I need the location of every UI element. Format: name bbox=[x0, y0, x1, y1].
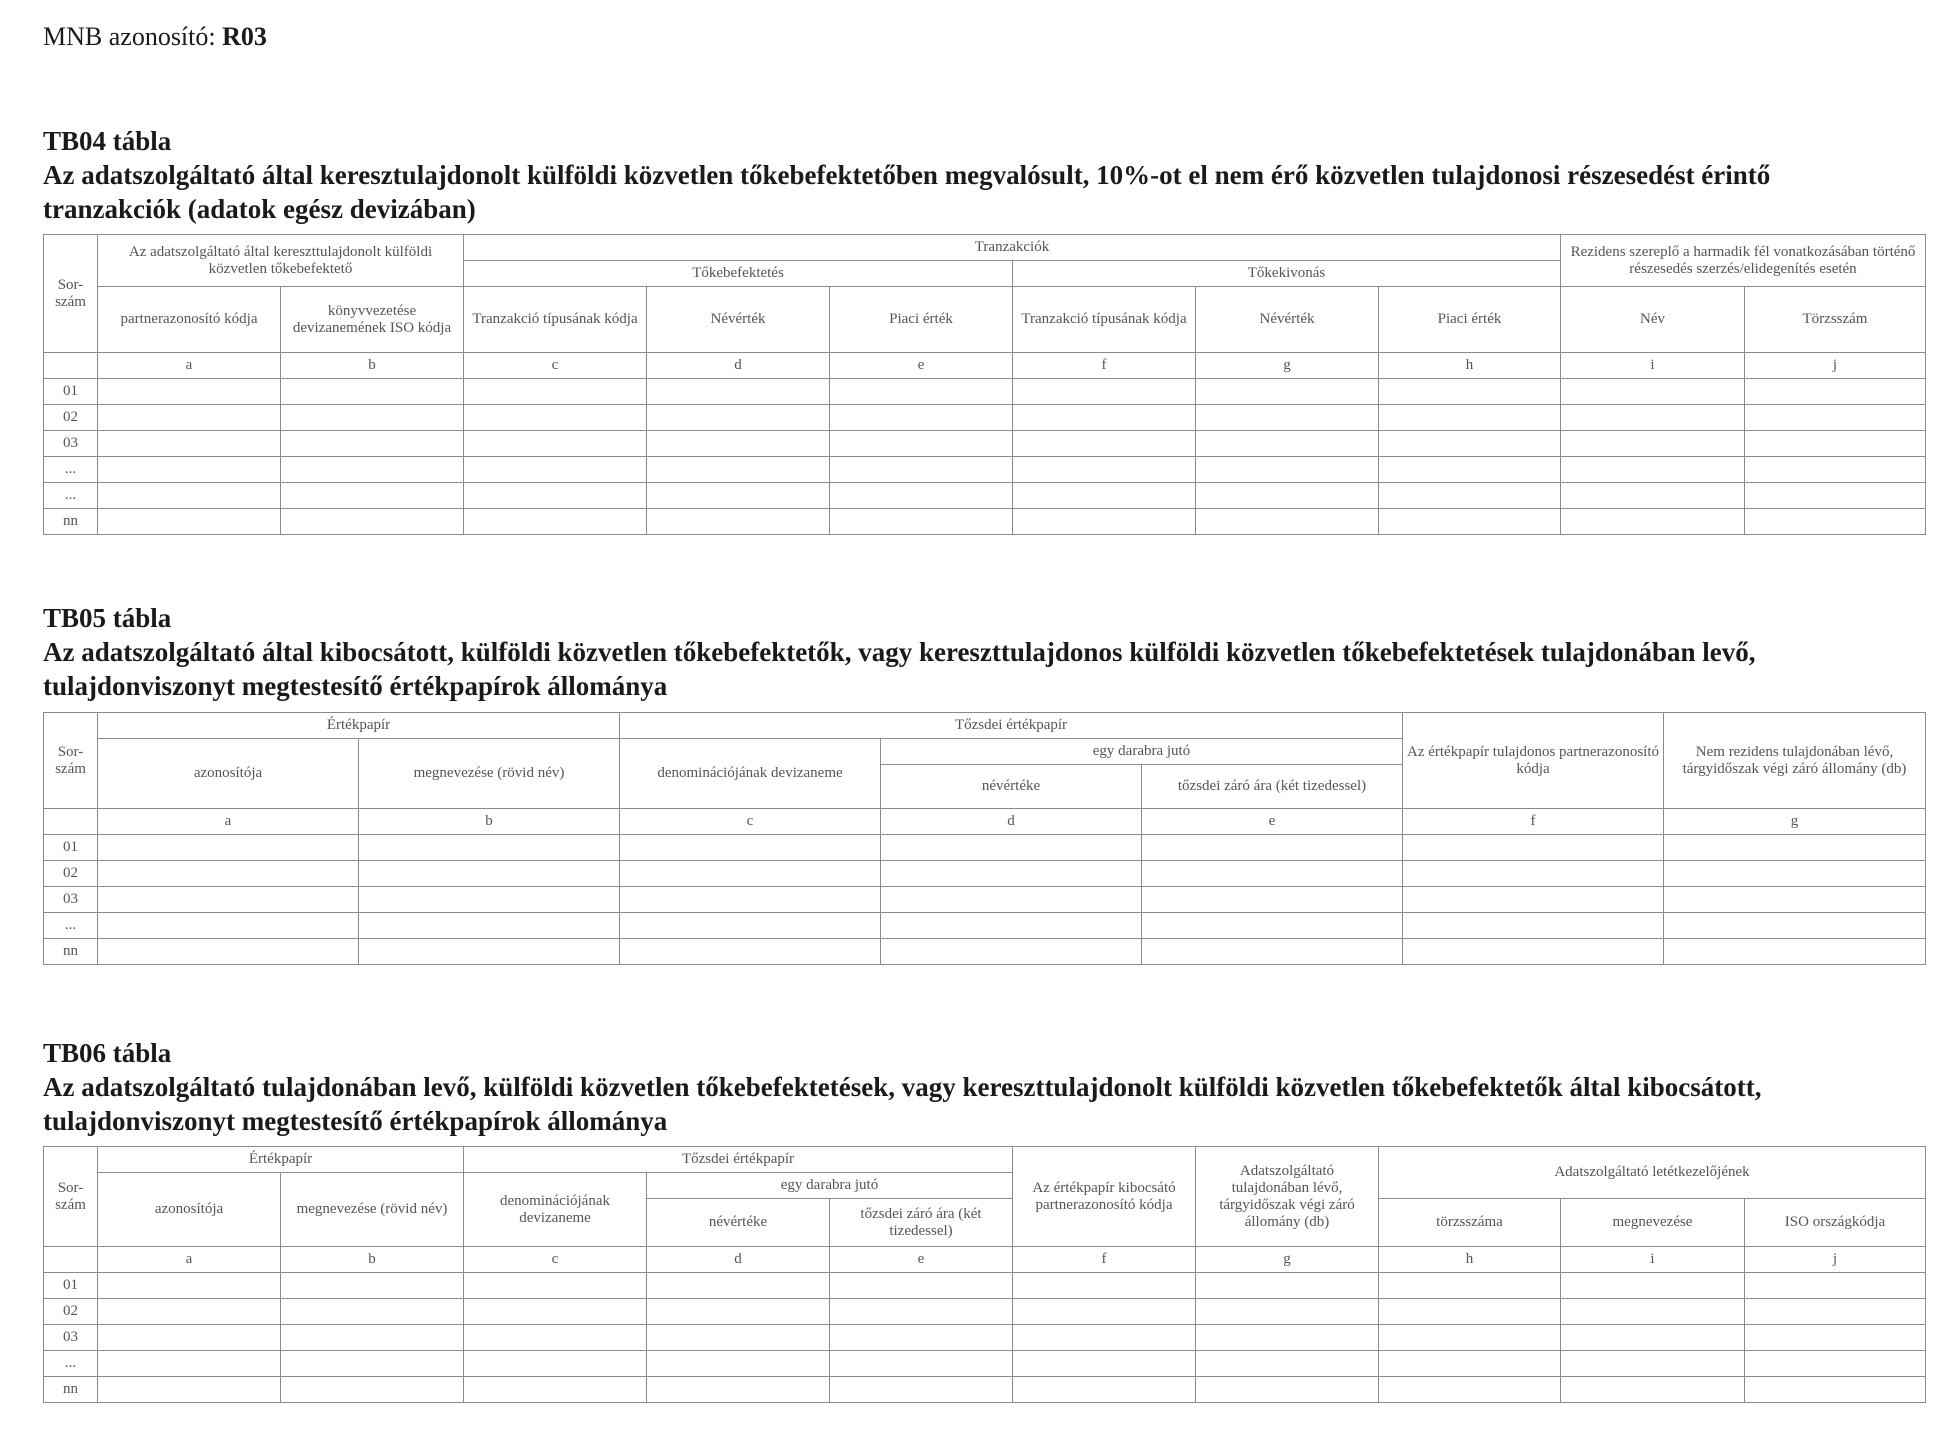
tb06-input-cell[interactable] bbox=[1013, 1273, 1196, 1299]
tb06-sorszam-header: Sor-szám bbox=[44, 1147, 98, 1247]
tb04-input-cell[interactable] bbox=[98, 431, 281, 457]
tb04-input-cell[interactable] bbox=[830, 379, 1013, 405]
tb06-table bbox=[43, 1146, 1926, 1403]
tb04-data-row bbox=[44, 509, 1926, 535]
tb04-input-cell[interactable] bbox=[1561, 483, 1745, 509]
tb05-input-cell[interactable] bbox=[1142, 913, 1403, 939]
tb04-letter-cell: j bbox=[1745, 353, 1926, 379]
tb05-row-number: 01 bbox=[44, 835, 98, 861]
tb06-letetkezelo-header: Adatszolgáltató letétkezelőjének bbox=[1379, 1147, 1926, 1199]
tb04-input-cell[interactable] bbox=[98, 405, 281, 431]
tb04-input-cell[interactable] bbox=[98, 483, 281, 509]
tb05-egy-darabra-header: egy darabra jutó bbox=[881, 739, 1403, 765]
tb05-letter-cell: e bbox=[1142, 809, 1403, 835]
tb04-input-cell[interactable] bbox=[281, 457, 464, 483]
tb04-input-cell[interactable] bbox=[1196, 457, 1379, 483]
tb05-header-row-1 bbox=[44, 713, 1926, 739]
tb04-input-cell[interactable] bbox=[1745, 483, 1926, 509]
tb06-letter-blank bbox=[44, 1247, 98, 1273]
tb06-input-cell[interactable] bbox=[281, 1299, 464, 1325]
tb06-input-cell[interactable] bbox=[1745, 1325, 1926, 1351]
tb04-letter-cell: e bbox=[830, 353, 1013, 379]
tb06-input-cell[interactable] bbox=[1379, 1299, 1561, 1325]
tb04-input-cell[interactable] bbox=[1561, 379, 1745, 405]
tb04-col-g-header: Névérték bbox=[1196, 287, 1379, 353]
tb04-col-c-header: Tranzakció típusának kódja bbox=[464, 287, 647, 353]
tb06-input-cell[interactable] bbox=[647, 1377, 830, 1403]
tb05-data-row bbox=[44, 913, 1926, 939]
tb05-input-cell[interactable] bbox=[98, 861, 359, 887]
tb05-letter-row bbox=[44, 809, 1926, 835]
tb04-input-cell[interactable] bbox=[1561, 431, 1745, 457]
tb06-letter-cell: h bbox=[1379, 1247, 1561, 1273]
mnb-identifier-code: R03 bbox=[222, 22, 267, 51]
tb04-letter-row bbox=[44, 353, 1926, 379]
tb06-letter-cell: g bbox=[1196, 1247, 1379, 1273]
tb06-letter-cell: a bbox=[98, 1247, 281, 1273]
tb06-col-e-header: tőzsdei záró ára (két tizedessel) bbox=[830, 1199, 1013, 1247]
tb04-col-f-header: Tranzakció típusának kódja bbox=[1013, 287, 1196, 353]
tb06-col-a-header: azonosítója bbox=[98, 1173, 281, 1247]
tb06-table-name: TB06 tábla bbox=[43, 1038, 172, 1068]
tb06-input-cell[interactable] bbox=[830, 1325, 1013, 1351]
tb04-input-cell[interactable] bbox=[1745, 431, 1926, 457]
tb05-row-number: 03 bbox=[44, 887, 98, 913]
tb06-input-cell[interactable] bbox=[1196, 1351, 1379, 1377]
tb04-input-cell[interactable] bbox=[1745, 457, 1926, 483]
tb05-input-cell[interactable] bbox=[1142, 939, 1403, 965]
tb04-letter-cell: c bbox=[464, 353, 647, 379]
tb04-col-d-header: Névérték bbox=[647, 287, 830, 353]
tb06-input-cell[interactable] bbox=[281, 1325, 464, 1351]
tb04-input-cell[interactable] bbox=[830, 457, 1013, 483]
tb04-input-cell[interactable] bbox=[830, 509, 1013, 535]
tb05-input-cell[interactable] bbox=[359, 887, 620, 913]
tb04-row-number: nn bbox=[44, 509, 98, 535]
tb04-input-cell[interactable] bbox=[1013, 431, 1196, 457]
tb06-letter-cell: f bbox=[1013, 1247, 1196, 1273]
tb04-input-cell[interactable] bbox=[647, 405, 830, 431]
tb06-input-cell[interactable] bbox=[830, 1377, 1013, 1403]
tb06-letter-cell: c bbox=[464, 1247, 647, 1273]
tb05-input-cell[interactable] bbox=[1664, 913, 1926, 939]
tb06-input-cell[interactable] bbox=[1013, 1299, 1196, 1325]
tb06-input-cell[interactable] bbox=[1745, 1273, 1926, 1299]
tb06-title-line2: tulajdonviszonyt megtestesítő értékpapírok állománya bbox=[43, 1106, 668, 1136]
tb04-header-row-1 bbox=[44, 235, 1926, 261]
tb05-title-line1: Az adatszolgáltató által kibocsátott, külföldi közvetlen tőkebefektetők, vagy kereszttulajdonos külföldi közvetlen tőkebefektetések tulajdonában levő, bbox=[43, 637, 1756, 667]
tb04-input-cell[interactable] bbox=[1196, 405, 1379, 431]
tb05-row-number: nn bbox=[44, 939, 98, 965]
tb04-input-cell[interactable] bbox=[464, 483, 647, 509]
tb06-input-cell[interactable] bbox=[647, 1325, 830, 1351]
tb05-col-e-header: tőzsdei záró ára (két tizedessel) bbox=[1142, 765, 1403, 809]
tb04-input-cell[interactable] bbox=[464, 431, 647, 457]
tb04-input-cell[interactable] bbox=[1379, 379, 1561, 405]
tb06-input-cell[interactable] bbox=[1196, 1325, 1379, 1351]
tb06-title-line1: Az adatszolgáltató tulajdonában levő, külföldi közvetlen tőkebefektetések, vagy kereszttulajdonolt külföldi közvetlen tőkebefektetők által kibocsátott, bbox=[43, 1072, 1762, 1102]
tb06-input-cell[interactable] bbox=[1745, 1377, 1926, 1403]
tb06-data-row bbox=[44, 1351, 1926, 1377]
tb06-row-number: 01 bbox=[44, 1273, 98, 1299]
tb05-input-cell[interactable] bbox=[620, 835, 881, 861]
tb05-ertekpapir-header: Értékpapír bbox=[98, 713, 620, 739]
tb05-input-cell[interactable] bbox=[1403, 861, 1664, 887]
tb06-input-cell[interactable] bbox=[464, 1299, 647, 1325]
tb04-row-number: 03 bbox=[44, 431, 98, 457]
tb06-input-cell[interactable] bbox=[1013, 1377, 1196, 1403]
tb06-input-cell[interactable] bbox=[464, 1351, 647, 1377]
tb06-input-cell[interactable] bbox=[1196, 1377, 1379, 1403]
tb04-input-cell[interactable] bbox=[1196, 483, 1379, 509]
tb04-input-cell[interactable] bbox=[830, 405, 1013, 431]
tb05-input-cell[interactable] bbox=[1664, 939, 1926, 965]
tb06-input-cell[interactable] bbox=[830, 1299, 1013, 1325]
tb04-table bbox=[43, 234, 1926, 535]
tb04-input-cell[interactable] bbox=[281, 431, 464, 457]
tb05-letter-blank bbox=[44, 809, 98, 835]
tb06-letter-cell: b bbox=[281, 1247, 464, 1273]
tb04-data-row bbox=[44, 379, 1926, 405]
tb05-heading bbox=[43, 601, 1925, 703]
tb05-data-row bbox=[44, 861, 1926, 887]
tb04-heading bbox=[43, 124, 1925, 226]
tb05-letter-cell: a bbox=[98, 809, 359, 835]
tb04-input-cell[interactable] bbox=[464, 405, 647, 431]
tb04-input-cell[interactable] bbox=[1196, 509, 1379, 535]
tb04-input-cell[interactable] bbox=[1013, 457, 1196, 483]
tb05-sorszam-header: Sor-szám bbox=[44, 713, 98, 809]
tb04-input-cell[interactable] bbox=[1745, 509, 1926, 535]
tb05-letter-cell: c bbox=[620, 809, 881, 835]
tb06-row-number: 02 bbox=[44, 1299, 98, 1325]
tb05-input-cell[interactable] bbox=[881, 887, 1142, 913]
tb06-input-cell[interactable] bbox=[1379, 1325, 1561, 1351]
tb06-letter-cell: j bbox=[1745, 1247, 1926, 1273]
tb05-input-cell[interactable] bbox=[98, 835, 359, 861]
tb06-input-cell[interactable] bbox=[281, 1351, 464, 1377]
tb04-title-line2: tranzakciók (adatok egész devizában) bbox=[43, 194, 476, 224]
tb04-header-row-3 bbox=[44, 287, 1926, 353]
tb06-input-cell[interactable] bbox=[98, 1299, 281, 1325]
tb04-input-cell[interactable] bbox=[1561, 509, 1745, 535]
tb04-input-cell[interactable] bbox=[830, 431, 1013, 457]
tb04-input-cell[interactable] bbox=[1379, 457, 1561, 483]
tb05-input-cell[interactable] bbox=[881, 913, 1142, 939]
tb05-tozsdei-header: Tőzsdei értékpapír bbox=[620, 713, 1403, 739]
tb05-input-cell[interactable] bbox=[359, 861, 620, 887]
tb04-input-cell[interactable] bbox=[1745, 405, 1926, 431]
tb06-input-cell[interactable] bbox=[98, 1351, 281, 1377]
tb05-input-cell[interactable] bbox=[620, 913, 881, 939]
tb06-input-cell[interactable] bbox=[1196, 1299, 1379, 1325]
tb04-row-number: ... bbox=[44, 483, 98, 509]
tb06-input-cell[interactable] bbox=[98, 1325, 281, 1351]
tb04-input-cell[interactable] bbox=[1379, 509, 1561, 535]
tb04-letter-cell: f bbox=[1013, 353, 1196, 379]
tb06-col-h-header: törzsszáma bbox=[1379, 1199, 1561, 1247]
tb06-input-cell[interactable] bbox=[1379, 1273, 1561, 1299]
tb04-input-cell[interactable] bbox=[281, 483, 464, 509]
tb05-input-cell[interactable] bbox=[1142, 887, 1403, 913]
tb06-data-row bbox=[44, 1273, 1926, 1299]
tb05-input-cell[interactable] bbox=[359, 939, 620, 965]
tb04-input-cell[interactable] bbox=[1196, 431, 1379, 457]
tb05-col-f-header: Az értékpapír tulajdonos partnerazonosító kódja bbox=[1403, 713, 1664, 809]
tb04-data-row bbox=[44, 405, 1926, 431]
tb04-letter-blank bbox=[44, 353, 98, 379]
tb05-input-cell[interactable] bbox=[98, 913, 359, 939]
tb06-letter-cell: d bbox=[647, 1247, 830, 1273]
tb04-input-cell[interactable] bbox=[1013, 379, 1196, 405]
tb05-input-cell[interactable] bbox=[1142, 835, 1403, 861]
tb05-col-c-header: denominációjának devizaneme bbox=[620, 739, 881, 809]
tb04-row-number: ... bbox=[44, 457, 98, 483]
tb05-col-g-header: Nem rezidens tulajdonában lévő, tárgyidőszak végi záró állomány (db) bbox=[1664, 713, 1926, 809]
tb04-input-cell[interactable] bbox=[1379, 405, 1561, 431]
tb06-input-cell[interactable] bbox=[1561, 1377, 1745, 1403]
tb04-input-cell[interactable] bbox=[281, 379, 464, 405]
tb04-input-cell[interactable] bbox=[647, 379, 830, 405]
tb06-input-cell[interactable] bbox=[1013, 1351, 1196, 1377]
tb06-letter-row bbox=[44, 1247, 1926, 1273]
tb06-col-i-header: megnevezése bbox=[1561, 1199, 1745, 1247]
tb05-table bbox=[43, 712, 1926, 965]
tb04-input-cell[interactable] bbox=[464, 509, 647, 535]
tb05-input-cell[interactable] bbox=[98, 939, 359, 965]
tb04-tokekivonas-header: Tőkekivonás bbox=[1013, 261, 1561, 287]
tb05-input-cell[interactable] bbox=[1142, 861, 1403, 887]
tb04-col-h-header: Piaci érték bbox=[1379, 287, 1561, 353]
tb06-input-cell[interactable] bbox=[1561, 1299, 1745, 1325]
mnb-identifier bbox=[43, 22, 267, 52]
tb04-input-cell[interactable] bbox=[464, 457, 647, 483]
tb06-col-g-header: Adatszolgáltató tulajdonában lévő, tárgyidőszak végi záró állomány (db) bbox=[1196, 1147, 1379, 1247]
tb06-input-cell[interactable] bbox=[1013, 1325, 1196, 1351]
tb04-col-b-header: könyvvezetése devizanemének ISO kódja bbox=[281, 287, 464, 353]
tb04-input-cell[interactable] bbox=[1379, 431, 1561, 457]
tb04-table-name: TB04 tábla bbox=[43, 126, 172, 156]
tb06-input-cell[interactable] bbox=[1379, 1377, 1561, 1403]
tb06-input-cell[interactable] bbox=[1745, 1351, 1926, 1377]
tb04-title-line1: Az adatszolgáltató által keresztulajdonolt külföldi közvetlen tőkebefektetőben megvalósult, 10%-ot el nem érő közvetlen tulajdonosi részesedést érintő bbox=[43, 160, 1771, 190]
tb04-input-cell[interactable] bbox=[281, 509, 464, 535]
tb05-input-cell[interactable] bbox=[359, 835, 620, 861]
tb04-input-cell[interactable] bbox=[647, 483, 830, 509]
tb04-letter-cell: d bbox=[647, 353, 830, 379]
tb06-input-cell[interactable] bbox=[1561, 1273, 1745, 1299]
tb04-input-cell[interactable] bbox=[1013, 405, 1196, 431]
tb05-input-cell[interactable] bbox=[1664, 861, 1926, 887]
tb04-tokebefektetes-header: Tőkebefektetés bbox=[464, 261, 1013, 287]
tb04-col-j-header: Törzsszám bbox=[1745, 287, 1926, 353]
tb04-input-cell[interactable] bbox=[1561, 457, 1745, 483]
tb05-table-name: TB05 tábla bbox=[43, 603, 172, 633]
tb04-input-cell[interactable] bbox=[1379, 483, 1561, 509]
tb04-letter-cell: h bbox=[1379, 353, 1561, 379]
tb06-data-row bbox=[44, 1325, 1926, 1351]
tb06-col-d-header: névértéke bbox=[647, 1199, 830, 1247]
tb04-col-i-header: Név bbox=[1561, 287, 1745, 353]
tb05-data-row bbox=[44, 835, 1926, 861]
tb04-input-cell[interactable] bbox=[1013, 483, 1196, 509]
tb05-input-cell[interactable] bbox=[881, 939, 1142, 965]
tb04-col-e-header: Piaci érték bbox=[830, 287, 1013, 353]
tb06-row-number: nn bbox=[44, 1377, 98, 1403]
tb05-input-cell[interactable] bbox=[620, 939, 881, 965]
tb06-input-cell[interactable] bbox=[1561, 1325, 1745, 1351]
tb05-col-d-header: névértéke bbox=[881, 765, 1142, 809]
tb06-col-f-header: Az értékpapír kibocsátó partnerazonosító kódja bbox=[1013, 1147, 1196, 1247]
tb05-input-cell[interactable] bbox=[1664, 887, 1926, 913]
tb04-input-cell[interactable] bbox=[1196, 379, 1379, 405]
tb06-header-row-1 bbox=[44, 1147, 1926, 1173]
tb04-input-cell[interactable] bbox=[1745, 379, 1926, 405]
tb06-tozsdei-header: Tőzsdei értékpapír bbox=[464, 1147, 1013, 1173]
tb05-data-row bbox=[44, 939, 1926, 965]
tb05-input-cell[interactable] bbox=[881, 861, 1142, 887]
tb05-input-cell[interactable] bbox=[359, 913, 620, 939]
tb04-sorszam-header: Sor-szám bbox=[44, 235, 98, 353]
tb06-input-cell[interactable] bbox=[281, 1377, 464, 1403]
tb06-input-cell[interactable] bbox=[98, 1377, 281, 1403]
tb06-letter-cell: e bbox=[830, 1247, 1013, 1273]
tb05-input-cell[interactable] bbox=[620, 861, 881, 887]
tb06-letter-cell: i bbox=[1561, 1247, 1745, 1273]
mnb-identifier-label: MNB azonosító: bbox=[43, 22, 216, 51]
tb06-ertekpapir-header: Értékpapír bbox=[98, 1147, 464, 1173]
tb05-letter-cell: g bbox=[1664, 809, 1926, 835]
tb04-input-cell[interactable] bbox=[98, 457, 281, 483]
tb05-title-line2: tulajdonviszonyt megtestesítő értékpapírok állománya bbox=[43, 671, 668, 701]
tb04-tranzakciok-header: Tranzakciók bbox=[464, 235, 1561, 261]
tb06-input-cell[interactable] bbox=[464, 1273, 647, 1299]
tb06-col-j-header: ISO országkódja bbox=[1745, 1199, 1926, 1247]
tb04-input-cell[interactable] bbox=[647, 431, 830, 457]
tb06-input-cell[interactable] bbox=[98, 1273, 281, 1299]
tb06-data-row bbox=[44, 1377, 1926, 1403]
tb05-data-row bbox=[44, 887, 1926, 913]
tb06-row-number: ... bbox=[44, 1351, 98, 1377]
tb06-input-cell[interactable] bbox=[1561, 1351, 1745, 1377]
tb04-row-number: 01 bbox=[44, 379, 98, 405]
tb05-letter-cell: d bbox=[881, 809, 1142, 835]
tb06-input-cell[interactable] bbox=[830, 1273, 1013, 1299]
tb06-row-number: 03 bbox=[44, 1325, 98, 1351]
tb06-input-cell[interactable] bbox=[830, 1351, 1013, 1377]
tb06-input-cell[interactable] bbox=[1196, 1273, 1379, 1299]
tb06-egy-darabra-header: egy darabra jutó bbox=[647, 1173, 1013, 1199]
tb06-data-row bbox=[44, 1299, 1926, 1325]
tb06-input-cell[interactable] bbox=[647, 1299, 830, 1325]
tb06-input-cell[interactable] bbox=[647, 1351, 830, 1377]
tb04-col-a-header: partnerazonosító kódja bbox=[98, 287, 281, 353]
tb04-rezidens-header: Rezidens szereplő a harmadik fél vonatkozásában történő részesedés szerzés/elidegenítés esetén bbox=[1561, 235, 1926, 287]
tb04-group-a-header: Az adatszolgáltató által kereszttulajdonolt külföldi közvetlen tőkebefektető bbox=[98, 235, 464, 287]
tb05-letter-cell: f bbox=[1403, 809, 1664, 835]
tb04-input-cell[interactable] bbox=[647, 509, 830, 535]
tb04-letter-cell: g bbox=[1196, 353, 1379, 379]
tb06-col-c-header: denominációjának devizaneme bbox=[464, 1173, 647, 1247]
tb04-input-cell[interactable] bbox=[830, 483, 1013, 509]
tb06-input-cell[interactable] bbox=[1745, 1299, 1926, 1325]
tb04-letter-cell: b bbox=[281, 353, 464, 379]
tb06-heading bbox=[43, 1036, 1925, 1138]
tb04-input-cell[interactable] bbox=[647, 457, 830, 483]
tb05-letter-cell: b bbox=[359, 809, 620, 835]
tb04-input-cell[interactable] bbox=[281, 405, 464, 431]
tb05-input-cell[interactable] bbox=[1403, 913, 1664, 939]
tb05-row-number: ... bbox=[44, 913, 98, 939]
tb04-input-cell[interactable] bbox=[1013, 509, 1196, 535]
tb05-row-number: 02 bbox=[44, 861, 98, 887]
tb05-input-cell[interactable] bbox=[881, 835, 1142, 861]
tb04-data-row bbox=[44, 483, 1926, 509]
tb05-input-cell[interactable] bbox=[620, 887, 881, 913]
tb05-col-b-header: megnevezése (rövid név) bbox=[359, 739, 620, 809]
tb04-letter-cell: i bbox=[1561, 353, 1745, 379]
tb04-input-cell[interactable] bbox=[98, 509, 281, 535]
tb05-input-cell[interactable] bbox=[98, 887, 359, 913]
tb06-input-cell[interactable] bbox=[647, 1273, 830, 1299]
tb05-input-cell[interactable] bbox=[1403, 835, 1664, 861]
tb06-col-b-header: megnevezése (rövid név) bbox=[281, 1173, 464, 1247]
tb06-input-cell[interactable] bbox=[464, 1325, 647, 1351]
tb04-data-row bbox=[44, 457, 1926, 483]
tb05-input-cell[interactable] bbox=[1664, 835, 1926, 861]
tb04-input-cell[interactable] bbox=[464, 379, 647, 405]
tb06-input-cell[interactable] bbox=[464, 1377, 647, 1403]
tb05-col-a-header: azonosítója bbox=[98, 739, 359, 809]
tb06-input-cell[interactable] bbox=[1379, 1351, 1561, 1377]
tb04-row-number: 02 bbox=[44, 405, 98, 431]
tb06-input-cell[interactable] bbox=[281, 1273, 464, 1299]
tb05-input-cell[interactable] bbox=[1403, 887, 1664, 913]
tb04-letter-cell: a bbox=[98, 353, 281, 379]
tb04-input-cell[interactable] bbox=[1561, 405, 1745, 431]
tb04-input-cell[interactable] bbox=[98, 379, 281, 405]
tb04-data-row bbox=[44, 431, 1926, 457]
tb05-input-cell[interactable] bbox=[1403, 939, 1664, 965]
